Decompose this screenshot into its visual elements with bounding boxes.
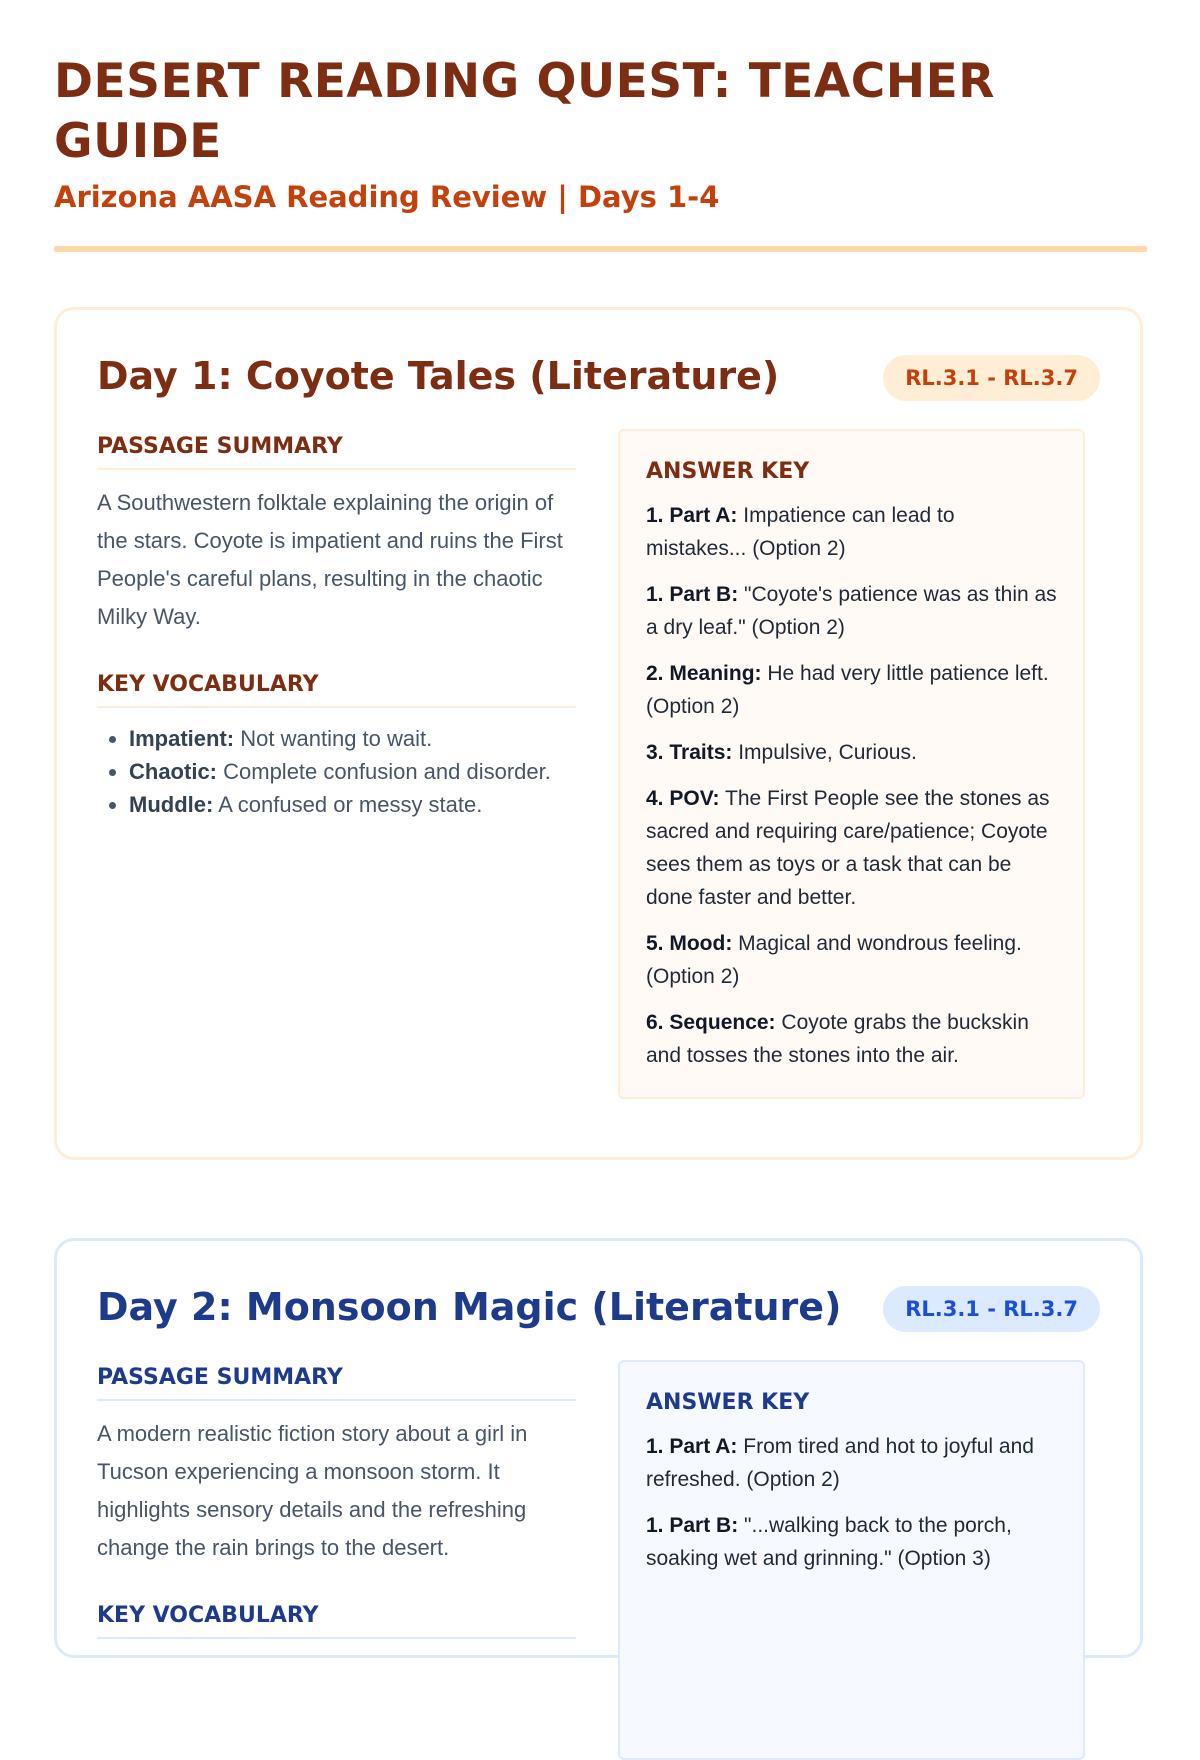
vocabulary-heading: KEY VOCABULARY [97, 670, 576, 708]
answer-item [646, 1430, 1057, 1496]
answer-item [646, 736, 1057, 769]
answer-key-box [618, 429, 1085, 1099]
answer-text: Impatience can lead to mistakes... (Option 2) [646, 504, 955, 560]
answer-label: 1. Part B: [646, 1514, 739, 1537]
vocabulary-list [97, 722, 576, 821]
answer-item [646, 578, 1057, 644]
answer-text: He had very little patience left. (Option 2) [646, 662, 1049, 718]
vocabulary-item [129, 722, 576, 755]
answer-item [646, 657, 1057, 723]
standards-badge: RL.3.1 - RL.3.7 [883, 355, 1100, 401]
answer-text: Coyote grabs the buckskin and tosses the stones into the air. [646, 1011, 1029, 1067]
page-subtitle: Arizona AASA Reading Review | Days 1-4 [54, 180, 720, 214]
header-divider [54, 246, 1147, 252]
day-title: Day 1: Coyote Tales (Literature) [97, 354, 780, 398]
answer-label: 5. Mood: [646, 932, 733, 955]
standards-badge: RL.3.1 - RL.3.7 [883, 1286, 1100, 1332]
vocab-definition: A confused or messy state. [218, 792, 483, 817]
vocab-term: Impatient: [129, 726, 235, 751]
passage-summary: A Southwestern folktale explaining the origin of the stars. Coyote is impatient and ruins the First People's careful plans, resulting in the chaotic Milky Way. [97, 490, 563, 629]
answer-key-heading: ANSWER KEY [646, 459, 810, 484]
day-1-card [54, 307, 1143, 1160]
page-title: DESERT READING QUEST: TEACHER GUIDE [54, 54, 995, 169]
answer-text: From tired and hot to joyful and refreshed. (Option 2) [646, 1435, 1034, 1491]
day-2-card [54, 1238, 1143, 1658]
answer-item [646, 927, 1057, 993]
answer-text: "...walking back to the porch, soaking wet and grinning." (Option 3) [646, 1514, 1012, 1570]
answer-label: 6. Sequence: [646, 1011, 776, 1034]
answer-item [646, 782, 1057, 914]
answer-label: 1. Part A: [646, 504, 738, 527]
vocabulary-heading: KEY VOCABULARY [97, 1601, 576, 1639]
answer-label: 1. Part B: [646, 583, 739, 606]
summary-heading: PASSAGE SUMMARY [97, 1363, 576, 1401]
day-details [97, 1363, 576, 1639]
vocab-definition: Complete confusion and disorder. [223, 759, 551, 784]
answer-key-heading: ANSWER KEY [646, 1390, 810, 1415]
passage-summary: A modern realistic fiction story about a girl in Tucson experiencing a monsoon storm. It highlights sensory details and the refreshing change the rain brings to the desert. [97, 1421, 528, 1560]
vocabulary-item [129, 788, 576, 821]
answer-label: 2. Meaning: [646, 662, 762, 685]
answer-item [646, 1509, 1057, 1575]
answer-label: 3. Traits: [646, 741, 733, 764]
day-details [97, 432, 576, 821]
answer-key-box [618, 1360, 1085, 1760]
answer-label: 4. POV: [646, 787, 720, 810]
answer-item [646, 1006, 1057, 1072]
answer-label: 1. Part A: [646, 1435, 738, 1458]
vocabulary-item [129, 755, 576, 788]
answer-item [646, 499, 1057, 565]
answer-text: Impulsive, Curious. [738, 741, 917, 764]
summary-heading: PASSAGE SUMMARY [97, 432, 576, 470]
vocab-definition: Not wanting to wait. [240, 726, 433, 751]
vocab-term: Chaotic: [129, 759, 217, 784]
answer-text: The First People see the stones as sacred and requiring care/patience; Coyote sees them as toys or a task that can be done faster and better. [646, 787, 1050, 909]
page-header [54, 52, 1147, 216]
answer-text: Magical and wondrous feeling. (Option 2) [646, 932, 1022, 988]
day-title: Day 2: Monsoon Magic (Literature) [97, 1285, 842, 1329]
vocab-term: Muddle: [129, 792, 214, 817]
answer-text: "Coyote's patience was as thin as a dry leaf." (Option 2) [646, 583, 1057, 639]
